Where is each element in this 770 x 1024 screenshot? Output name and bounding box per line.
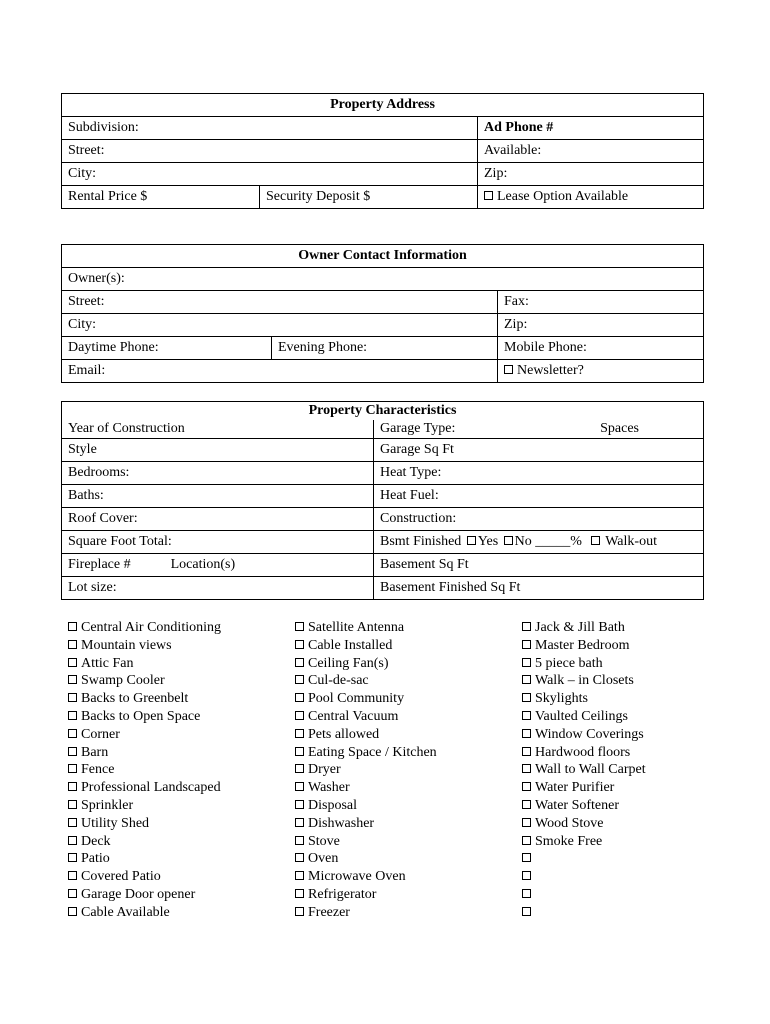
features-column-2	[295, 619, 437, 922]
bsmt-no-checkbox[interactable]	[504, 536, 513, 545]
owner-zip-field[interactable]: Zip:	[498, 314, 704, 337]
checkbox[interactable]	[295, 800, 304, 809]
checkbox[interactable]	[295, 747, 304, 756]
feature-item[interactable]	[68, 904, 221, 922]
checkbox[interactable]	[522, 764, 531, 773]
feature-item[interactable]	[295, 868, 437, 886]
checkbox[interactable]	[295, 729, 304, 738]
feature-item[interactable]	[295, 619, 437, 637]
features-column-1	[68, 619, 221, 922]
property-address-table	[61, 93, 704, 209]
feature-label: Master Bedroom	[535, 637, 630, 653]
feature-label: Professional Landscaped	[81, 780, 221, 796]
checkbox[interactable]	[522, 640, 531, 649]
security-deposit-field[interactable]: Security Deposit $	[260, 186, 478, 209]
owner-city-field[interactable]: City:	[62, 314, 498, 337]
evening-phone-field[interactable]: Evening Phone:	[272, 337, 498, 360]
mobile-phone-field[interactable]: Mobile Phone:	[498, 337, 704, 360]
year-of-construction-field[interactable]: Year of Construction	[62, 420, 374, 439]
construction-field[interactable]: Construction:	[374, 508, 704, 531]
feature-label: Ceiling Fan(s)	[308, 655, 389, 671]
checkbox[interactable]	[295, 622, 304, 631]
feature-label: Deck	[81, 833, 111, 849]
owner-street-field[interactable]: Street:	[62, 291, 498, 314]
owner-contact-title: Owner Contact Information	[62, 245, 704, 268]
feature-label: Cul-de-sac	[308, 673, 369, 689]
property-characteristics-table	[61, 401, 704, 600]
feature-label: Central Air Conditioning	[81, 620, 221, 635]
roof-cover-field[interactable]: Roof Cover:	[62, 508, 374, 531]
feature-item[interactable]	[295, 850, 437, 868]
feature-label: Swamp Cooler	[81, 673, 165, 689]
checkbox[interactable]	[522, 658, 531, 667]
feature-item[interactable]	[522, 815, 646, 833]
feature-item[interactable]	[522, 690, 646, 708]
feature-item[interactable]	[295, 761, 437, 779]
bsmt-finished-label: Bsmt Finished	[380, 534, 462, 549]
feature-label: Corner	[81, 726, 120, 742]
heat-type-field[interactable]: Heat Type:	[374, 462, 704, 485]
feature-label: Pool Community	[308, 691, 405, 707]
feature-item[interactable]	[68, 672, 221, 690]
owner-contact-table	[61, 244, 704, 383]
feature-item[interactable]	[295, 815, 437, 833]
feature-label: 5 piece bath	[535, 655, 603, 671]
feature-item[interactable]	[522, 850, 646, 868]
baths-field[interactable]: Baths:	[62, 485, 374, 508]
feature-label: Patio	[81, 851, 110, 867]
property-address-title: Property Address	[62, 94, 704, 117]
feature-label: Vaulted Ceilings	[535, 708, 628, 724]
feature-label: Garage Door opener	[81, 886, 196, 902]
feature-item[interactable]	[522, 726, 646, 744]
checkbox[interactable]	[295, 693, 304, 702]
checkbox[interactable]	[68, 853, 77, 862]
feature-item[interactable]	[68, 815, 221, 833]
feature-item[interactable]	[522, 619, 646, 637]
feature-label: Dryer	[308, 762, 341, 778]
feature-item[interactable]	[295, 655, 437, 673]
feature-label: Wood Stove	[535, 815, 604, 831]
checkbox[interactable]	[504, 365, 513, 374]
feature-label: Dishwasher	[308, 815, 375, 831]
feature-label: Central Vacuum	[308, 708, 399, 724]
feature-item[interactable]	[295, 886, 437, 904]
checkbox[interactable]	[295, 818, 304, 827]
feature-item[interactable]	[295, 797, 437, 815]
basement-sqft-field[interactable]: Basement Sq Ft	[374, 554, 704, 577]
checkbox[interactable]	[522, 747, 531, 756]
feature-label: Wall to Wall Carpet	[535, 762, 646, 778]
location-label: Location(s)	[170, 557, 236, 572]
feature-label: Eating Space / Kitchen	[308, 744, 437, 760]
feature-label: Hardwood floors	[535, 744, 631, 760]
feature-item[interactable]	[68, 833, 221, 851]
feature-label: Oven	[308, 851, 339, 867]
ad-phone-field[interactable]: Ad Phone #	[478, 117, 704, 140]
property-characteristics-title: Property Characteristics	[62, 402, 704, 421]
feature-label: Stove	[308, 833, 340, 849]
feature-item[interactable]	[295, 726, 437, 744]
feature-label: Sprinkler	[81, 797, 134, 813]
feature-label: Window Coverings	[535, 726, 644, 742]
feature-item[interactable]	[522, 833, 646, 851]
owners-field[interactable]: Owner(s):	[62, 268, 704, 291]
feature-label: Attic Fan	[81, 655, 134, 671]
feature-item[interactable]	[68, 619, 221, 637]
daytime-phone-field[interactable]: Daytime Phone:	[62, 337, 272, 360]
feature-item[interactable]	[68, 886, 221, 904]
street-field[interactable]: Street:	[62, 140, 478, 163]
bsmt-percent-blank[interactable]: _____%	[535, 534, 582, 549]
checkbox[interactable]	[68, 747, 77, 756]
feature-label: Freezer	[308, 904, 350, 920]
feature-label: Fence	[81, 762, 115, 778]
checkbox[interactable]	[522, 800, 531, 809]
garage-type-field[interactable]	[374, 420, 704, 439]
lot-size-field[interactable]: Lot size:	[62, 577, 374, 600]
feature-item[interactable]	[68, 690, 221, 708]
feature-item[interactable]	[68, 761, 221, 779]
feature-label: Refrigerator	[308, 886, 377, 902]
square-foot-total-field[interactable]: Square Foot Total:	[62, 531, 374, 554]
feature-item[interactable]	[295, 672, 437, 690]
garage-sqft-field[interactable]: Garage Sq Ft	[374, 439, 704, 462]
walkout-checkbox[interactable]	[591, 536, 600, 545]
checkbox[interactable]	[295, 782, 304, 791]
feature-label: Utility Shed	[81, 815, 150, 831]
feature-label: Smoke Free	[535, 833, 603, 849]
checkbox[interactable]	[295, 853, 304, 862]
feature-label: Covered Patio	[81, 869, 161, 885]
feature-item[interactable]	[522, 797, 646, 815]
checkbox[interactable]	[68, 622, 77, 631]
newsletter-option[interactable]	[498, 360, 704, 383]
spaces-label: Spaces	[600, 421, 640, 436]
checkbox[interactable]	[522, 711, 531, 720]
checkbox[interactable]	[522, 729, 531, 738]
checkbox[interactable]	[522, 871, 531, 880]
checkbox[interactable]	[295, 836, 304, 845]
feature-label: Backs to Greenbelt	[81, 691, 189, 707]
feature-label: Water Purifier	[535, 780, 615, 796]
checkbox[interactable]	[68, 711, 77, 720]
checkbox[interactable]	[295, 907, 304, 916]
bsmt-yes-label: Yes	[477, 534, 499, 549]
feature-item[interactable]	[295, 744, 437, 762]
walkout-label: Walk-out	[605, 534, 657, 549]
feature-item[interactable]	[522, 868, 646, 886]
checkbox[interactable]	[68, 658, 77, 667]
feature-label: Satellite Antenna	[308, 620, 405, 635]
garage-type-label: Garage Type:	[380, 421, 456, 436]
checkbox[interactable]	[522, 836, 531, 845]
feature-item[interactable]	[68, 868, 221, 886]
feature-label: Microwave Oven	[308, 869, 406, 885]
feature-label: Skylights	[535, 691, 588, 707]
feature-item[interactable]	[68, 744, 221, 762]
basement-finished-sqft-field[interactable]: Basement Finished Sq Ft	[374, 577, 704, 600]
lease-option-label: Lease Option Available	[497, 189, 629, 204]
checkbox[interactable]	[522, 693, 531, 702]
feature-item[interactable]	[522, 637, 646, 655]
checkbox[interactable]	[68, 907, 77, 916]
checkbox[interactable]	[68, 640, 77, 649]
checkbox[interactable]	[68, 764, 77, 773]
feature-label: Disposal	[308, 797, 357, 813]
checkbox[interactable]	[68, 871, 77, 880]
checkbox[interactable]	[68, 729, 77, 738]
feature-item[interactable]	[522, 672, 646, 690]
feature-item[interactable]	[68, 797, 221, 815]
checkbox[interactable]	[295, 871, 304, 880]
feature-label: Backs to Open Space	[81, 708, 201, 724]
checkbox[interactable]	[295, 764, 304, 773]
checkbox[interactable]	[68, 836, 77, 845]
feature-item[interactable]	[68, 779, 221, 797]
bedrooms-field[interactable]: Bedrooms:	[62, 462, 374, 485]
checkbox[interactable]	[68, 693, 77, 702]
feature-item[interactable]	[522, 744, 646, 762]
feature-item[interactable]	[522, 761, 646, 779]
feature-item[interactable]	[522, 886, 646, 904]
feature-item[interactable]	[68, 655, 221, 673]
rental-price-field[interactable]: Rental Price $	[62, 186, 260, 209]
feature-label: Cable Installed	[308, 637, 393, 653]
basement-finished-field	[374, 531, 704, 554]
bsmt-yes-checkbox[interactable]	[467, 536, 476, 545]
checkbox[interactable]	[522, 907, 531, 916]
feature-label: Water Softener	[535, 797, 619, 813]
feature-item[interactable]	[295, 779, 437, 797]
checkbox[interactable]	[68, 675, 77, 684]
checkbox[interactable]	[68, 889, 77, 898]
checkbox[interactable]	[68, 782, 77, 791]
zip-field[interactable]: Zip:	[478, 163, 704, 186]
subdivision-field[interactable]: Subdivision:	[62, 117, 478, 140]
available-field[interactable]: Available:	[478, 140, 704, 163]
feature-item[interactable]	[295, 690, 437, 708]
feature-item[interactable]	[522, 904, 646, 922]
feature-label: Cable Available	[81, 904, 170, 920]
checkbox[interactable]	[295, 675, 304, 684]
checkbox[interactable]	[295, 889, 304, 898]
feature-item[interactable]	[522, 779, 646, 797]
newsletter-label: Newsletter?	[517, 363, 584, 378]
style-field[interactable]: Style	[62, 439, 374, 462]
email-field[interactable]: Email:	[62, 360, 498, 383]
heat-fuel-field[interactable]: Heat Fuel:	[374, 485, 704, 508]
feature-item[interactable]	[68, 637, 221, 655]
checkbox[interactable]	[68, 818, 77, 827]
lease-option-option[interactable]	[478, 186, 704, 209]
checkbox[interactable]	[484, 191, 493, 200]
checkbox[interactable]	[522, 622, 531, 631]
checkbox[interactable]	[295, 711, 304, 720]
fireplace-label: Fireplace #	[68, 557, 131, 572]
feature-item[interactable]	[68, 850, 221, 868]
feature-label: Jack & Jill Bath	[535, 620, 625, 635]
feature-item[interactable]	[68, 708, 221, 726]
bsmt-no-label: No	[514, 534, 532, 549]
feature-item[interactable]	[522, 655, 646, 673]
checkbox[interactable]	[295, 640, 304, 649]
features-column-3	[522, 619, 646, 922]
city-field[interactable]: City:	[62, 163, 478, 186]
feature-item[interactable]	[295, 708, 437, 726]
checkbox[interactable]	[522, 853, 531, 862]
feature-label: Pets allowed	[308, 726, 380, 742]
feature-label: Walk – in Closets	[535, 673, 634, 689]
checkbox[interactable]	[295, 658, 304, 667]
feature-item[interactable]	[68, 726, 221, 744]
checkbox[interactable]	[68, 800, 77, 809]
checkbox[interactable]	[522, 889, 531, 898]
feature-label: Barn	[81, 744, 109, 760]
fax-field[interactable]: Fax:	[498, 291, 704, 314]
feature-label: Mountain views	[81, 637, 172, 653]
fireplace-field[interactable]	[62, 554, 374, 577]
feature-label: Washer	[308, 780, 350, 796]
feature-item[interactable]	[295, 637, 437, 655]
checkbox[interactable]	[522, 782, 531, 791]
feature-item[interactable]	[295, 904, 437, 922]
feature-item[interactable]	[295, 833, 437, 851]
checkbox[interactable]	[522, 675, 531, 684]
checkbox[interactable]	[522, 818, 531, 827]
feature-item[interactable]	[522, 708, 646, 726]
